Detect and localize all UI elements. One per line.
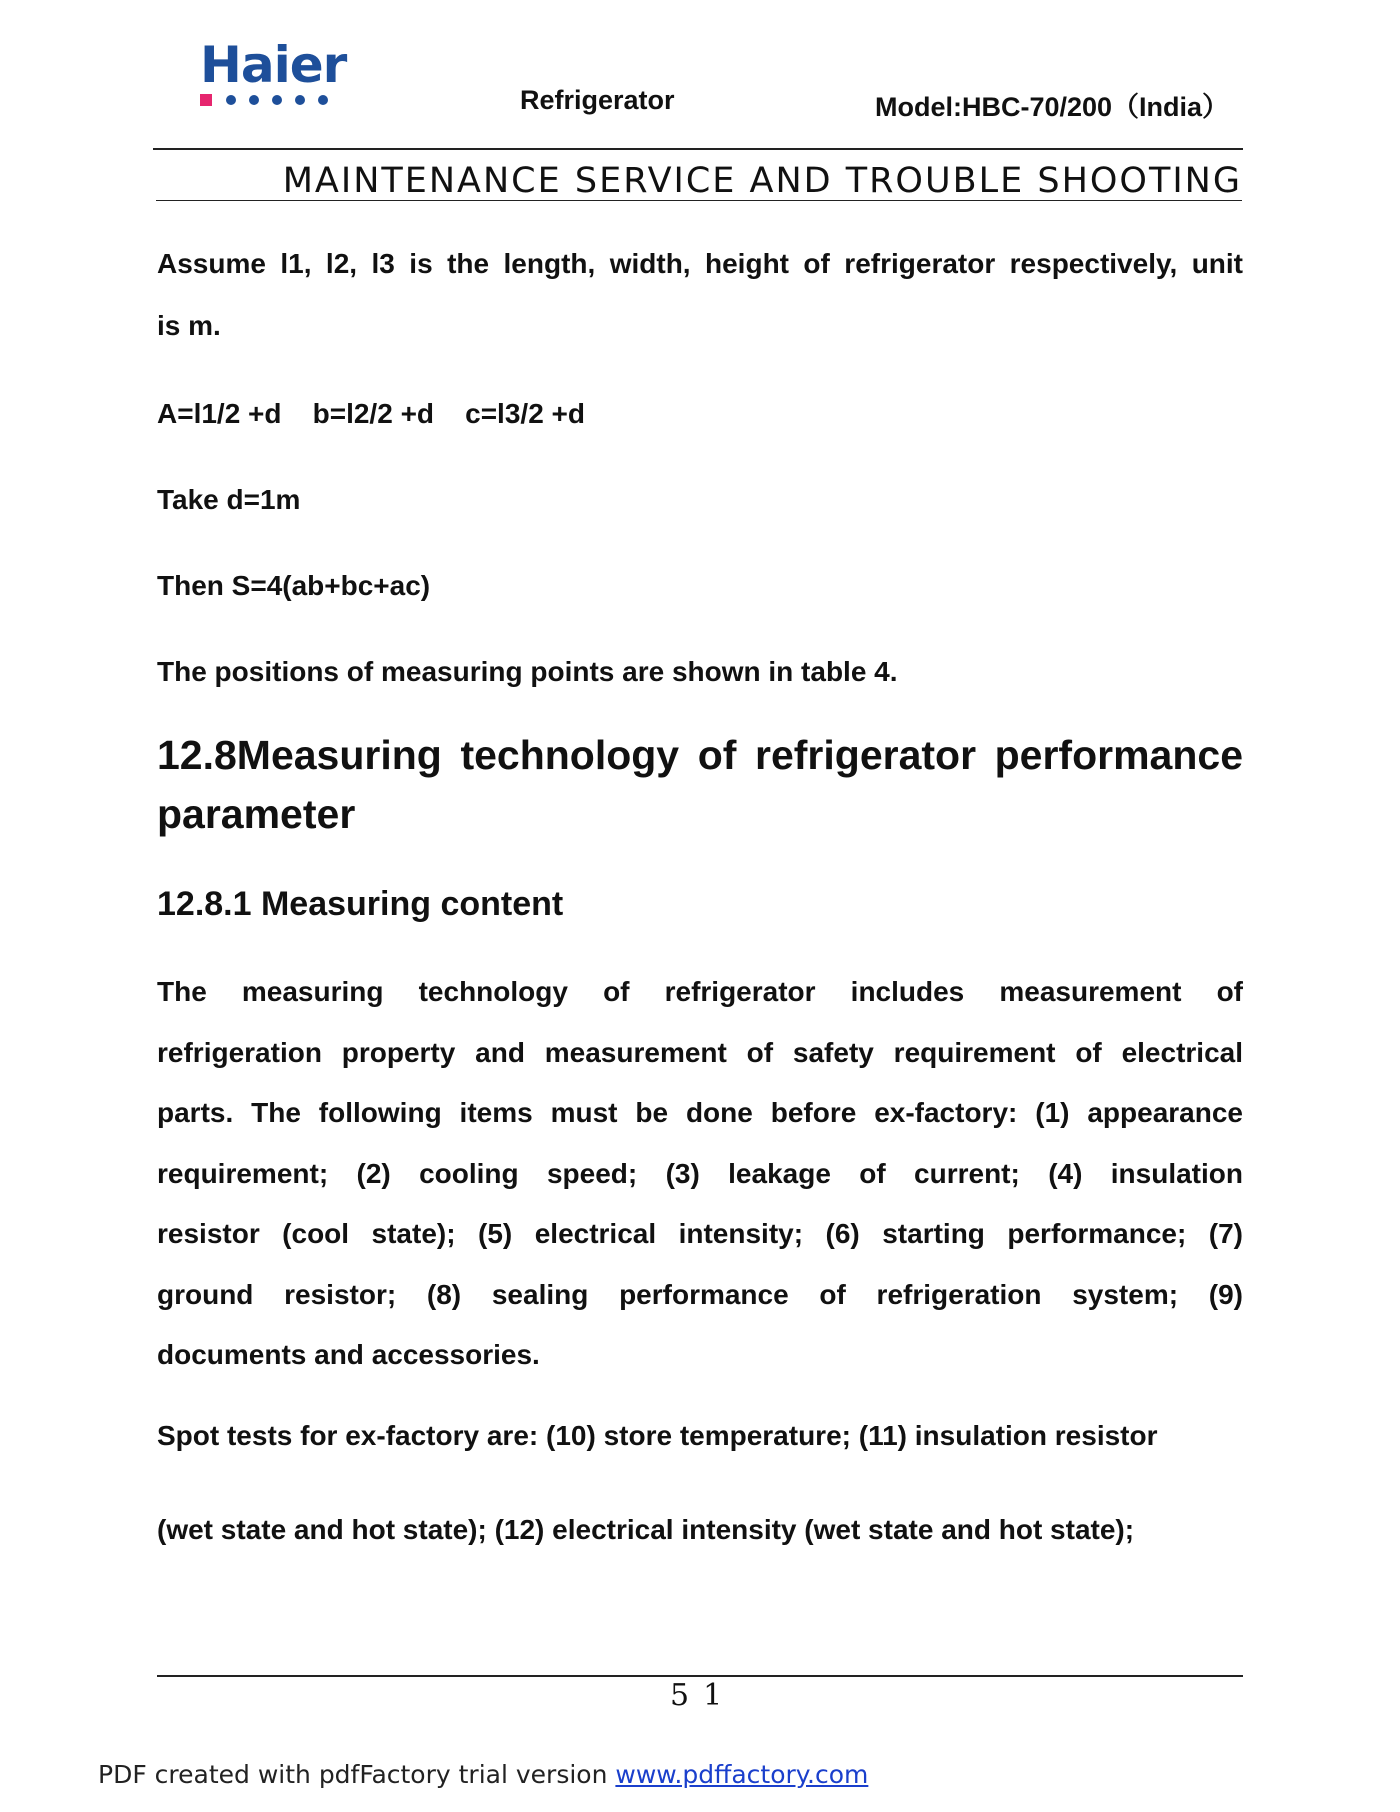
header-divider [153, 148, 1243, 150]
then-s-line: Then S=4(ab+bc+ac) [157, 570, 431, 601]
measuring-content-paragraph [157, 962, 1243, 1386]
assume-line-2: is m. [157, 310, 221, 341]
header-model: Model:HBC-70/200（India） [875, 92, 1230, 122]
paragraph-line: resistor (cool state); (5) electrical intensity; (6) starting performance; (7) [157, 1218, 1243, 1249]
positions-line: The positions of measuring points are shown in table 4. [157, 656, 898, 687]
assume-line-1: Assume l1, l2, l3 is the length, width, height of refrigerator respectively, unit [157, 248, 1243, 279]
logo-wordmark: Haier [200, 36, 347, 94]
take-d-line: Take d=1m [157, 484, 301, 515]
formula-line: A=l1/2 +d b=l2/2 +d c=l3/2 +d [157, 398, 585, 429]
pdf-factory-note [98, 1760, 868, 1789]
heading-12-8 [157, 726, 1243, 844]
pdffactory-link[interactable]: www.pdffactory.com [615, 1760, 869, 1789]
heading-12-8-line-1: 12.8Measuring technology of refrigerator performance [157, 732, 1243, 778]
spot-tests-line-1: Spot tests for ex-factory are: (10) store temperature; (11) insulation resistor [157, 1420, 1158, 1451]
footer-divider [157, 1675, 1243, 1677]
pdf-note-text: PDF created with pdfFactory trial version [98, 1760, 608, 1789]
heading-12-8-1: 12.8.1 Measuring content [157, 885, 564, 923]
logo-dots-icon [200, 94, 360, 106]
spot-tests-line-2: (wet state and hot state); (12) electrical intensity (wet state and hot state); [157, 1514, 1135, 1545]
haier-logo [200, 36, 360, 120]
header-product: Refrigerator [520, 85, 675, 115]
section-title: MAINTENANCE SERVICE AND TROUBLE SHOOTING [156, 162, 1242, 201]
paragraph-line: parts. The following items must be done before ex-factory: (1) appearance [157, 1097, 1243, 1128]
page-number: 51 [670, 1678, 737, 1713]
paragraph-line: The measuring technology of refrigerator includes measurement of [157, 976, 1243, 1007]
heading-12-8-line-2: parameter [157, 791, 356, 837]
paragraph-line: documents and accessories. [157, 1339, 540, 1370]
paragraph-line: requirement; (2) cooling speed; (3) leakage of current; (4) insulation [157, 1157, 1243, 1189]
paragraph-line: refrigeration property and measurement of safety requirement of electrical [157, 1036, 1243, 1068]
paragraph-line: ground resistor; (8) sealing performance of refrigeration system; (9) [157, 1278, 1243, 1310]
